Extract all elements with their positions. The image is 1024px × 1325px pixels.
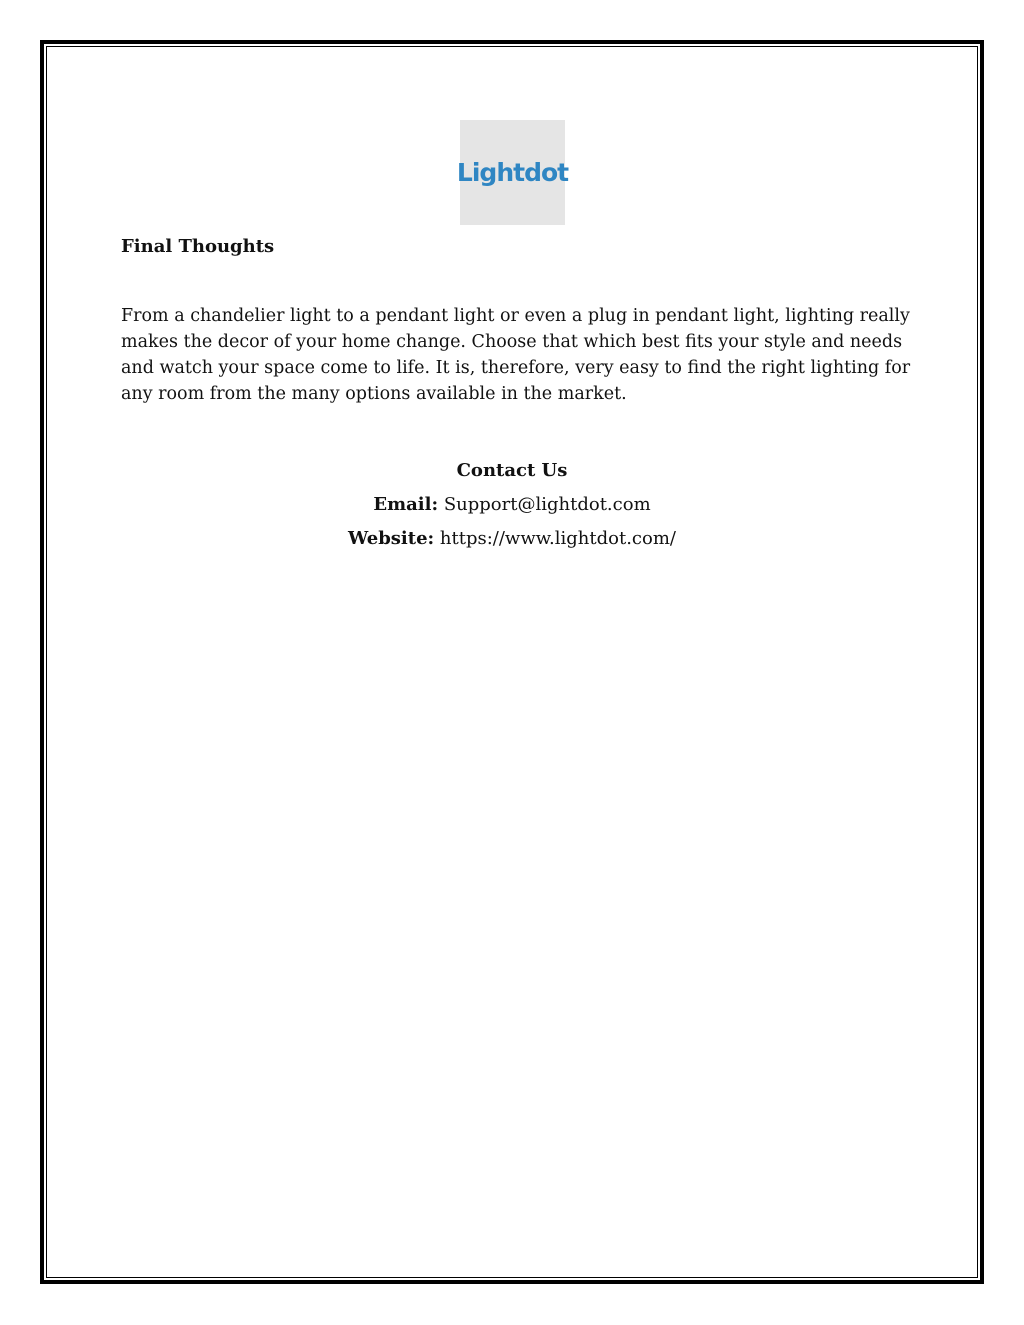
page-border-inner bbox=[46, 46, 978, 1278]
lightdot-logo bbox=[456, 120, 569, 225]
website-value[interactable]: https://www.lightdot.com/ bbox=[439, 528, 676, 549]
website-label: Website: bbox=[348, 528, 435, 549]
email-value[interactable]: Support@lightdot.com bbox=[443, 494, 651, 515]
section-heading: Final Thoughts bbox=[121, 236, 275, 257]
email-label: Email: bbox=[373, 494, 439, 515]
logo-text: Lightdot bbox=[456, 158, 569, 187]
contact-heading: Contact Us bbox=[456, 460, 568, 481]
contact-website-line bbox=[46, 528, 978, 549]
body-paragraph: From a chandelier light to a pendant light or even a plug in pendant light, lighting really makes the decor of your home change. Choose that which best fits your style and needs and watch your space come to life. It is, therefore, very easy to find the right lighting for any room from the many options available in the market. bbox=[121, 306, 911, 404]
contact-email-line bbox=[46, 494, 978, 515]
